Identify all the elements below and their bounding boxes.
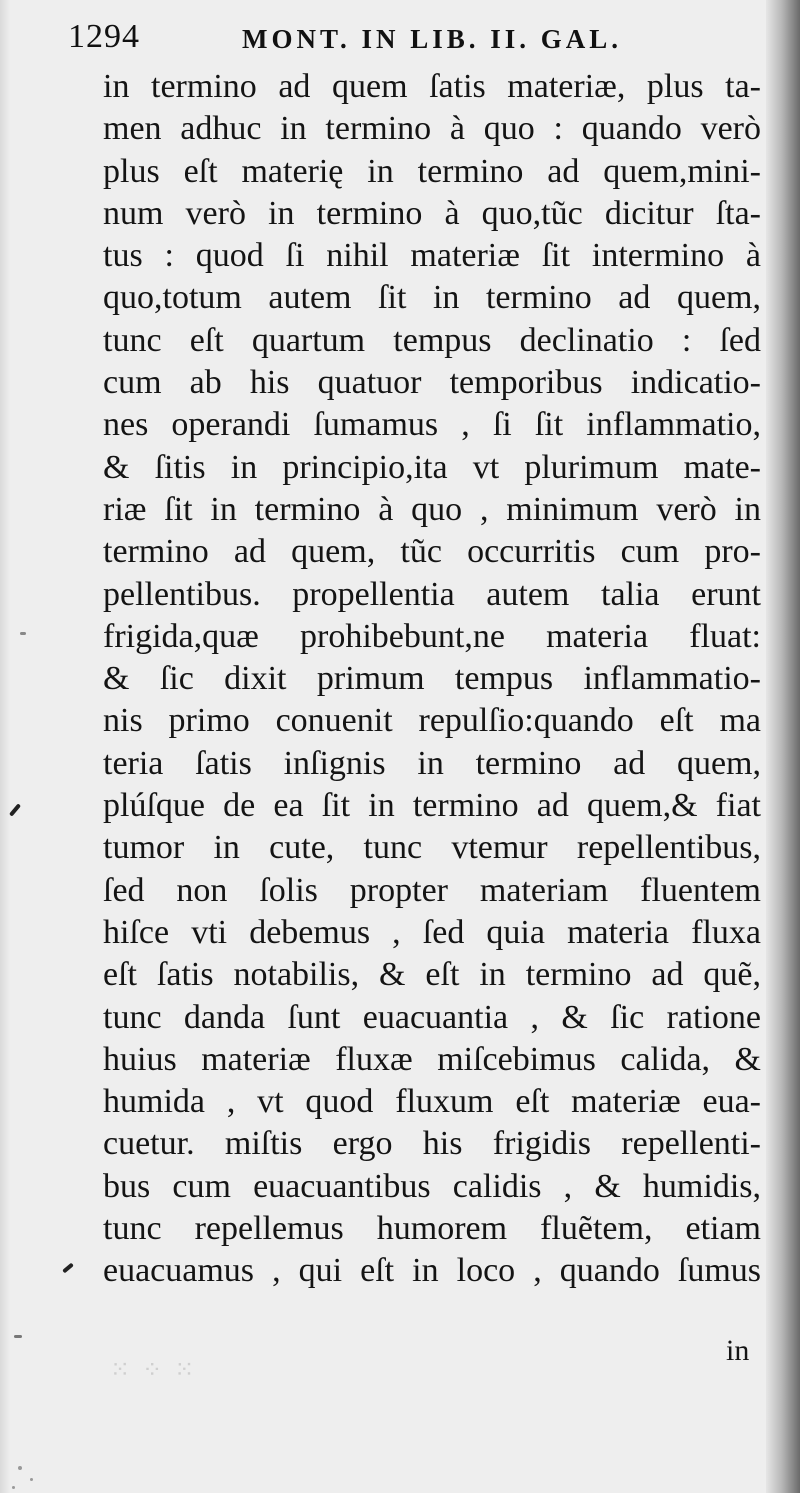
text-line: plus eſt materię in termino ad quem,mini- (103, 152, 761, 190)
text-line: tus : quod ſi nihil materiæ ſit intermino à (103, 237, 761, 275)
text-line: riæ ſit in termino à quo , minimum verò in (103, 490, 761, 528)
page-left-edge (0, 0, 10, 1493)
body-text (103, 66, 761, 1293)
margin-ink-mark (9, 803, 21, 816)
show-through-bleed: ⁙ ⁘ ⁙ (110, 1354, 198, 1380)
text-line: & ſitis in principio,ita vt plurimum mate- (103, 448, 761, 486)
running-head (68, 14, 708, 64)
text-line: ſed non ſolis propter materiam fluentem (103, 871, 761, 909)
paper-speck (30, 1478, 33, 1481)
margin-ink-mark (20, 632, 26, 635)
page-number: 1294 (68, 18, 140, 55)
text-line: in termino ad quem ſatis materiæ, plus ta- (103, 68, 761, 105)
text-line: eſt ſatis notabilis, & eſt in termino ad quẽ, (103, 956, 761, 994)
text-line: num verò in termino à quo,tũc dicitur ſta- (103, 194, 761, 232)
page-gutter-shadow (766, 0, 800, 1493)
text-line: plúſque de ea ſit in termino ad quem,& fiat (103, 787, 761, 825)
text-line: men adhuc in termino à quo : quando verò (103, 110, 761, 148)
text-line: euacuamus , qui eſt in loco , quando ſumus (103, 1252, 761, 1290)
text-line: pellentibus. propellentia autem talia erunt (103, 575, 761, 613)
text-line: tunc repellemus humorem fluẽtem, etiam (103, 1210, 761, 1248)
text-line: termino ad quem, tũc occurritis cum pro- (103, 533, 761, 571)
paper-speck (18, 1466, 22, 1470)
margin-ink-mark (62, 1263, 74, 1274)
text-line: bus cum euacuantibus calidis , & humidis, (103, 1167, 761, 1205)
text-line: hiſce vti debemus , ſed quia materia fluxa (103, 913, 761, 951)
text-line: humida , vt quod fluxum eſt materiæ eua- (103, 1083, 761, 1121)
text-line: huius materiæ fluxæ miſcebimus calida, & (103, 1040, 761, 1078)
margin-ink-mark (14, 1335, 22, 1338)
text-line: nes operandi ſumamus , ſi ſit inflammatio, (103, 406, 761, 444)
catchword: in (726, 1334, 750, 1367)
text-line: cuetur. miſtis ergo his frigidis repellenti- (103, 1125, 761, 1163)
text-line: quo,totum autem ſit in termino ad quem, (103, 279, 761, 317)
paper-speck (12, 1486, 15, 1489)
text-line: frigida,quæ prohibebunt,ne materia fluat: (103, 617, 761, 655)
running-title: MONT. IN LIB. II. GAL. (242, 24, 623, 54)
text-line: teria ſatis inſignis in termino ad quem, (103, 744, 761, 782)
text-line: cum ab his quatuor temporibus indicatio- (103, 364, 761, 402)
text-line: tumor in cute, tunc vtemur repellentibus, (103, 829, 761, 867)
text-line: tunc eſt quartum tempus declinatio : ſed (103, 321, 761, 359)
text-line: nis primo conuenit repulſio:quando eſt ma (103, 702, 761, 740)
text-line: tunc danda ſunt euacuantia , & ſic ratione (103, 998, 761, 1036)
text-line: & ſic dixit primum tempus inflammatio- (103, 660, 761, 698)
